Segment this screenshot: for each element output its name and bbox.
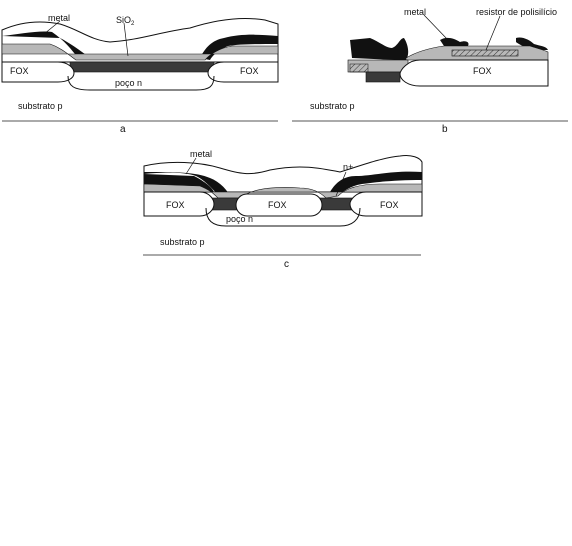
figure-a-fox-left-label: FOX — [10, 66, 29, 76]
figure-c-metal-label: metal — [190, 149, 213, 159]
figure-a-metal-label: metal — [48, 13, 71, 23]
figure-c-nplus-label: n+ — [343, 162, 354, 172]
figure-c-well-label: poço n — [226, 214, 254, 224]
figure-a-fox-right-label: FOX — [240, 66, 259, 76]
figure-a-sio2-label: SiO$_2$ — [116, 15, 135, 27]
figure-a-substrate-label: substrato p — [18, 101, 63, 111]
figure-c-fox-right-label: FOX — [380, 200, 399, 210]
figure-b-metal-label: metal — [404, 7, 427, 17]
figure-b-resistor-label: resistor de polisilício — [476, 7, 558, 17]
figure-c-caption: c — [284, 259, 289, 270]
figure-b-dark-region — [366, 72, 400, 82]
figure-c-substrate-label: substrato p — [160, 237, 205, 247]
figure-b-poly-resistor — [452, 50, 518, 56]
figure-a-channel-strip — [70, 62, 214, 72]
figure-a-well-label: poço n — [115, 78, 143, 88]
figure-b-resistor-leader — [486, 16, 500, 50]
figure-b-metal-leader — [424, 15, 448, 40]
figure-c — [143, 149, 422, 270]
figure-a-caption: a — [120, 124, 126, 135]
figure-b-fox-label: FOX — [473, 66, 492, 76]
figure-b — [292, 7, 568, 135]
figure-b-left-hatch — [350, 64, 368, 72]
figure-b-caption: b — [442, 124, 448, 135]
figure-a — [2, 13, 278, 135]
figure-c-fox-center-label: FOX — [268, 200, 287, 210]
figure-c-fox-left-label: FOX — [166, 200, 185, 210]
figure-b-substrate-label: substrato p — [310, 101, 355, 111]
figure-b-metal-left — [350, 38, 408, 60]
